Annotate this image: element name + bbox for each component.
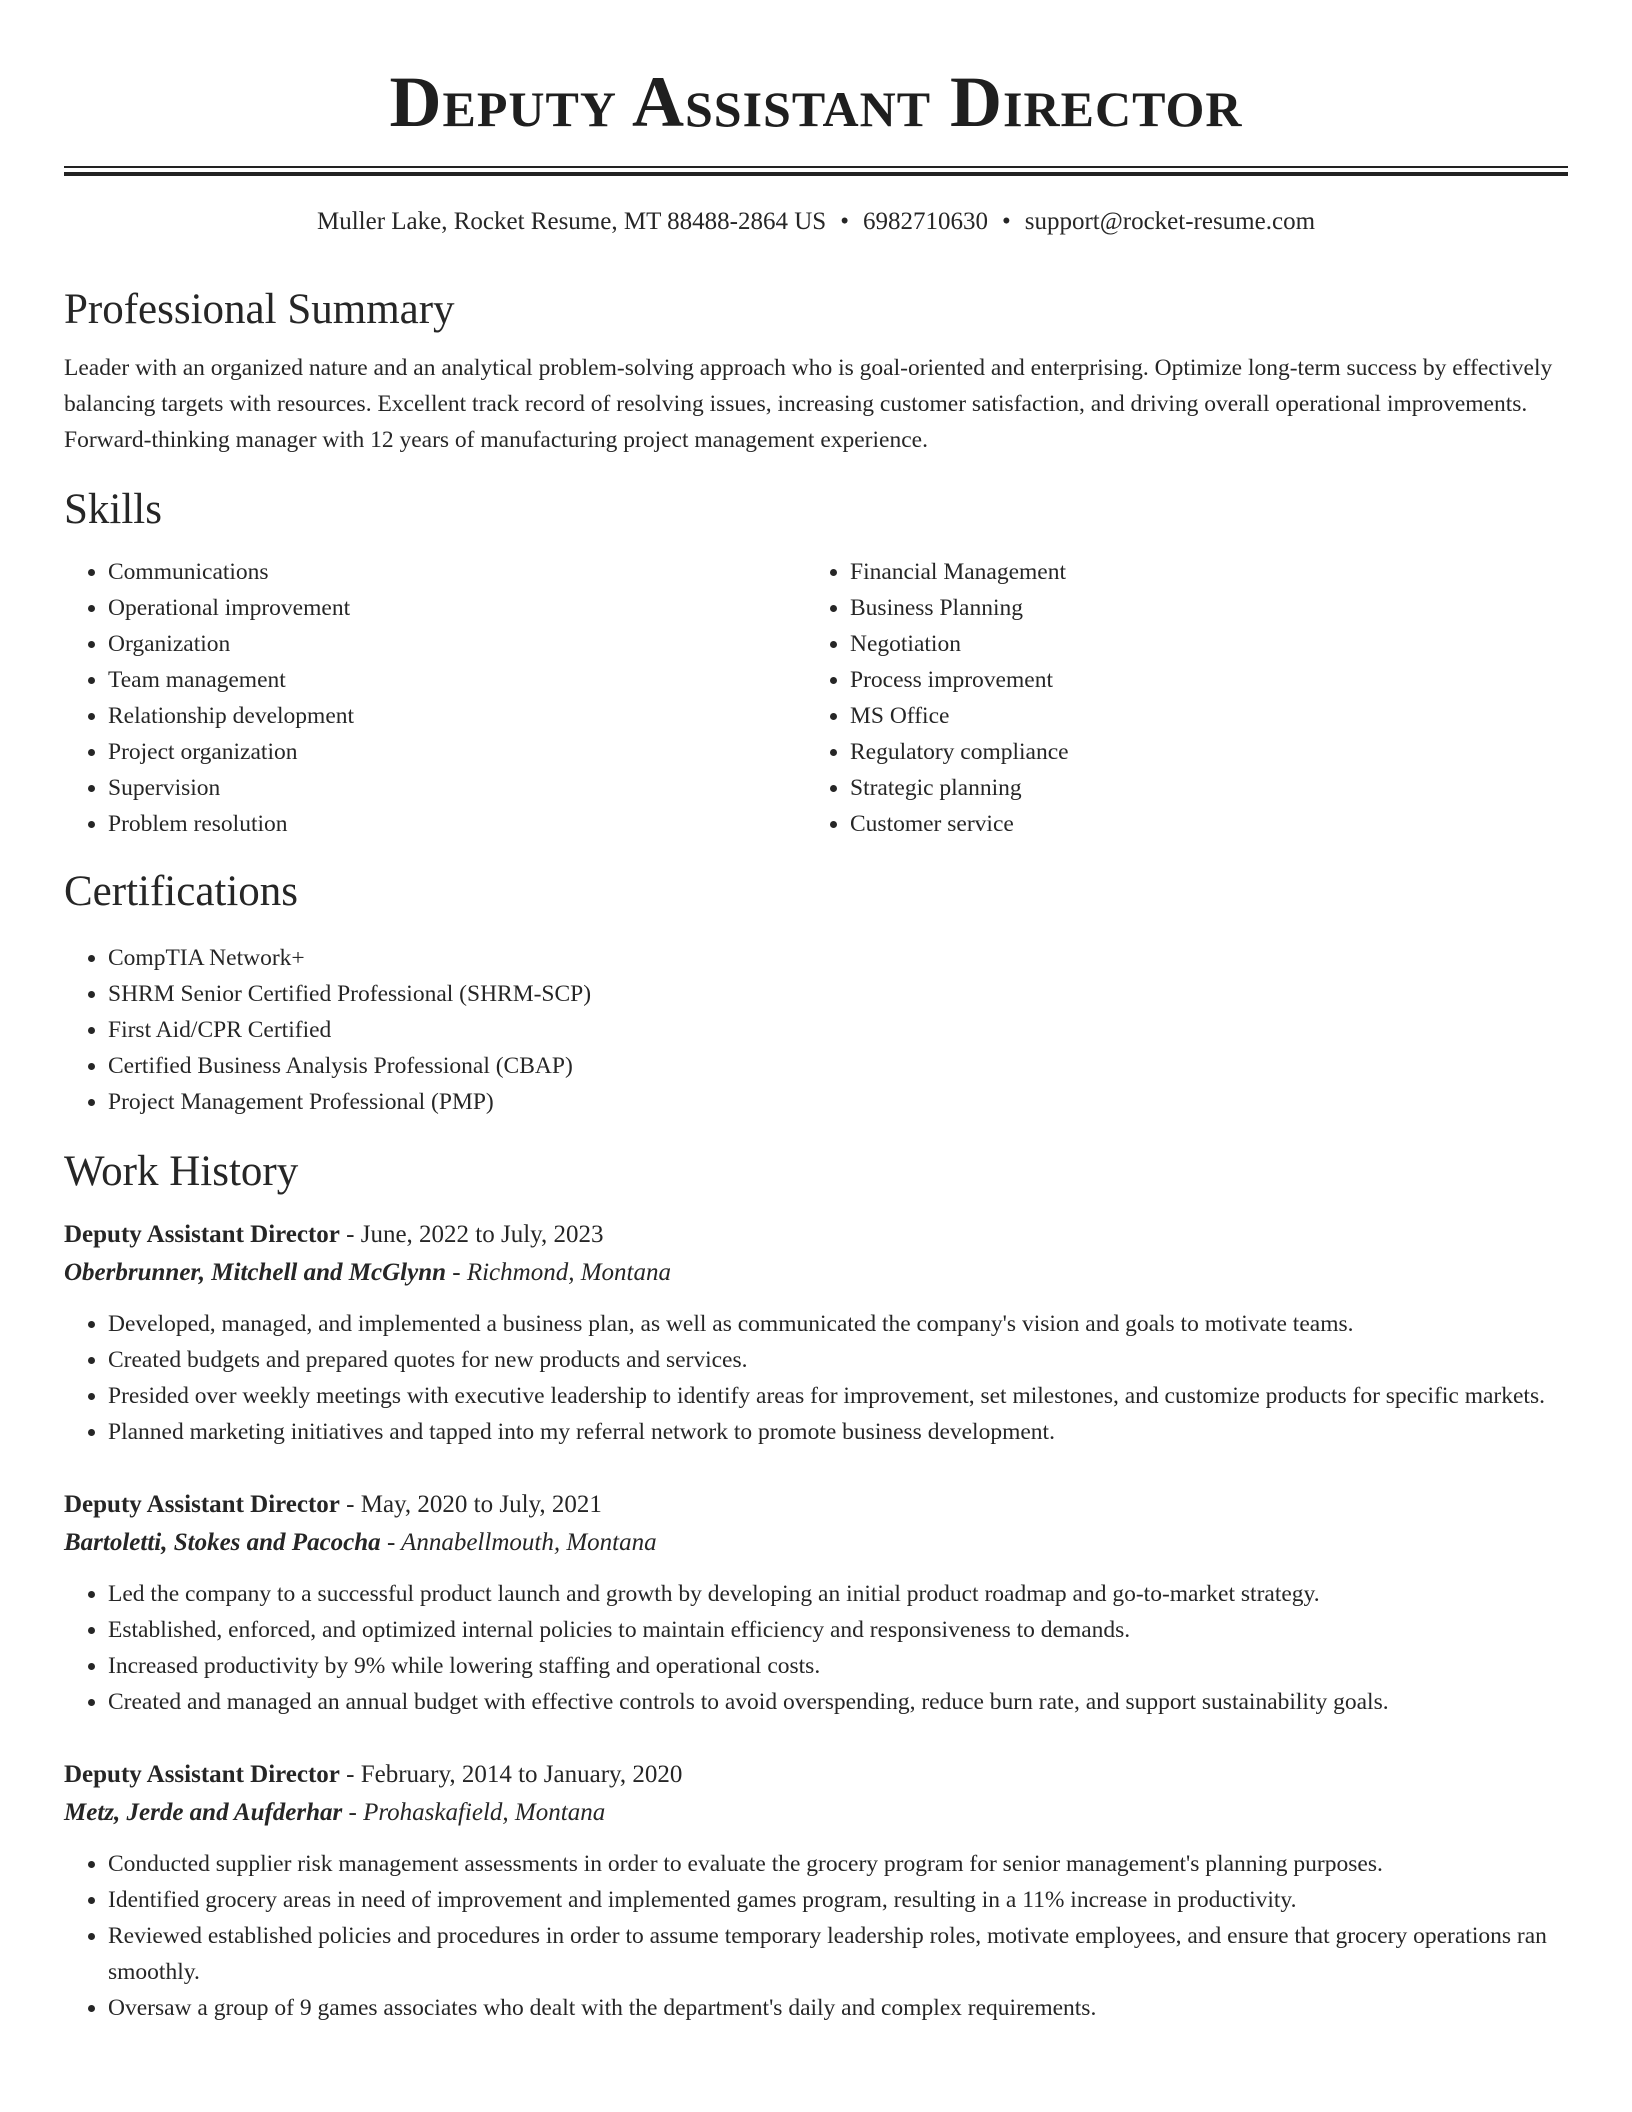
job-location: - Prohaskafield, Montana	[342, 1799, 606, 1826]
skill-item: • Regulatory compliance	[850, 734, 1548, 770]
contact-address: Muller Lake, Rocket Resume, MT 88488-2864 US	[316, 208, 827, 235]
candidate-name: Deputy Assistant Director	[389, 62, 1243, 142]
skill-item: • Team management	[108, 662, 806, 698]
job-company-line	[64, 1254, 1568, 1292]
certification-item: • SHRM Senior Certified Professional (SHRM-SCP)	[108, 976, 1568, 1012]
job-location: - Richmond, Montana	[446, 1259, 671, 1286]
skills-left-list	[64, 554, 806, 842]
job-dates: - May, 2020 to July, 2021	[339, 1491, 602, 1518]
skill-item: • Customer service	[850, 806, 1548, 842]
job-company-line	[64, 1794, 1568, 1832]
job-bullet: • Developed, managed, and implemented a business plan, as well as communicated the company's vision and goals to motivate teams.	[108, 1306, 1568, 1342]
skill-item: • Supervision	[108, 770, 806, 806]
contact-separator: •	[840, 208, 849, 235]
skill-item: • Process improvement	[850, 662, 1548, 698]
certification-item: • Certified Business Analysis Professional (CBAP)	[108, 1048, 1568, 1084]
skill-item: • Strategic planning	[850, 770, 1548, 806]
skill-item: • Problem resolution	[108, 806, 806, 842]
job-title-line	[64, 1756, 1568, 1794]
skill-item: • Operational improvement	[108, 590, 806, 626]
skills-columns	[64, 554, 1568, 842]
contact-email[interactable]: support@rocket-resume.com	[1024, 208, 1316, 235]
skill-item: • MS Office	[850, 698, 1548, 734]
job-role: Deputy Assistant Director	[64, 1761, 340, 1788]
job-company: Oberbrunner, Mitchell and McGlynn	[64, 1259, 447, 1286]
skill-item: • Communications	[108, 554, 806, 590]
job-bullet: • Reviewed established policies and procedures in order to assume temporary leadership roles, motivate employees, and ensure that grocery operations ran smoothly.	[108, 1918, 1568, 1990]
skills-heading: Skills	[64, 486, 162, 533]
job-dates: - February, 2014 to January, 2020	[339, 1761, 683, 1788]
certification-item: • Project Management Professional (PMP)	[108, 1084, 1568, 1120]
skill-item: • Business Planning	[850, 590, 1548, 626]
job-bullet: • Created budgets and prepared quotes for new products and services.	[108, 1342, 1568, 1378]
certifications-list	[64, 940, 1568, 1120]
contact-separator: •	[1001, 208, 1011, 235]
job-company: Bartoletti, Stokes and Pacocha	[64, 1529, 381, 1556]
job-company-line	[64, 1524, 1568, 1562]
certifications-heading: Certifications	[64, 868, 299, 915]
job-dates: - June, 2022 to July, 2023	[339, 1221, 604, 1248]
job-title-line	[64, 1216, 1568, 1254]
skill-item: • Financial Management	[850, 554, 1548, 590]
job-role: Deputy Assistant Director	[64, 1491, 340, 1518]
job-location: - Annabellmouth, Montana	[380, 1529, 657, 1556]
job-company: Metz, Jerde and Aufderhar	[64, 1799, 343, 1826]
contact-line	[64, 206, 1568, 238]
summary-heading: Professional Summary	[64, 286, 455, 333]
job-bullet: • Oversaw a group of 9 games associates who dealt with the department's daily and complex requirements.	[108, 1990, 1568, 2026]
job-bullet: • Established, enforced, and optimized internal policies to maintain efficiency and responsiveness to demands.	[108, 1612, 1568, 1648]
job-bullet: • Identified grocery areas in need of improvement and implemented games program, resulting in a 11% increase in productivity.	[108, 1882, 1568, 1918]
job-bullet-list	[64, 1306, 1568, 1450]
certification-item: • CompTIA Network+	[108, 940, 1568, 976]
skill-item: • Organization	[108, 626, 806, 662]
job-entry	[64, 1216, 1568, 1450]
skill-item: • Relationship development	[108, 698, 806, 734]
summary-text: Leader with an organized nature and an analytical problem-solving approach who is goal-oriented and enterprising. Optimize long-term success by effectively balancing targets with resources. Excellent track record of resolving issues, increasing customer satisfaction, and driving overall operational improvements. Forward-thinking manager with 12 years of manufacturing project management experience.	[64, 355, 1553, 453]
job-bullet: • Presided over weekly meetings with executive leadership to identify areas for improvement, set milestones, and customize products for specific markets.	[108, 1378, 1568, 1414]
job-entry	[64, 1486, 1568, 1720]
job-role: Deputy Assistant Director	[64, 1221, 340, 1248]
job-title-line	[64, 1486, 1568, 1524]
job-bullet: • Led the company to a successful product launch and growth by developing an initial product roadmap and go-to-market strategy.	[108, 1576, 1568, 1612]
job-entry	[64, 1756, 1568, 2026]
job-bullet: • Conducted supplier risk management assessments in order to evaluate the grocery program for senior management's planning purposes.	[108, 1846, 1568, 1882]
skill-item: • Project organization	[108, 734, 806, 770]
skill-item: • Negotiation	[850, 626, 1548, 662]
job-bullet: • Created and managed an annual budget with effective controls to avoid overspending, reduce burn rate, and support sustainability goals.	[108, 1684, 1568, 1720]
job-bullet-list	[64, 1576, 1568, 1720]
certification-item: • First Aid/CPR Certified	[108, 1012, 1568, 1048]
job-bullet: • Planned marketing initiatives and tapped into my referral network to promote business development.	[108, 1414, 1568, 1450]
job-bullet-list	[64, 1846, 1568, 2026]
resume-page	[64, 0, 1568, 2026]
job-bullet: • Increased productivity by 9% while lowering staffing and operational costs.	[108, 1648, 1568, 1684]
header-divider	[64, 166, 1568, 176]
skills-right-list	[806, 554, 1548, 842]
work-history-heading: Work History	[64, 1148, 299, 1195]
contact-phone: 6982710630	[862, 208, 988, 235]
